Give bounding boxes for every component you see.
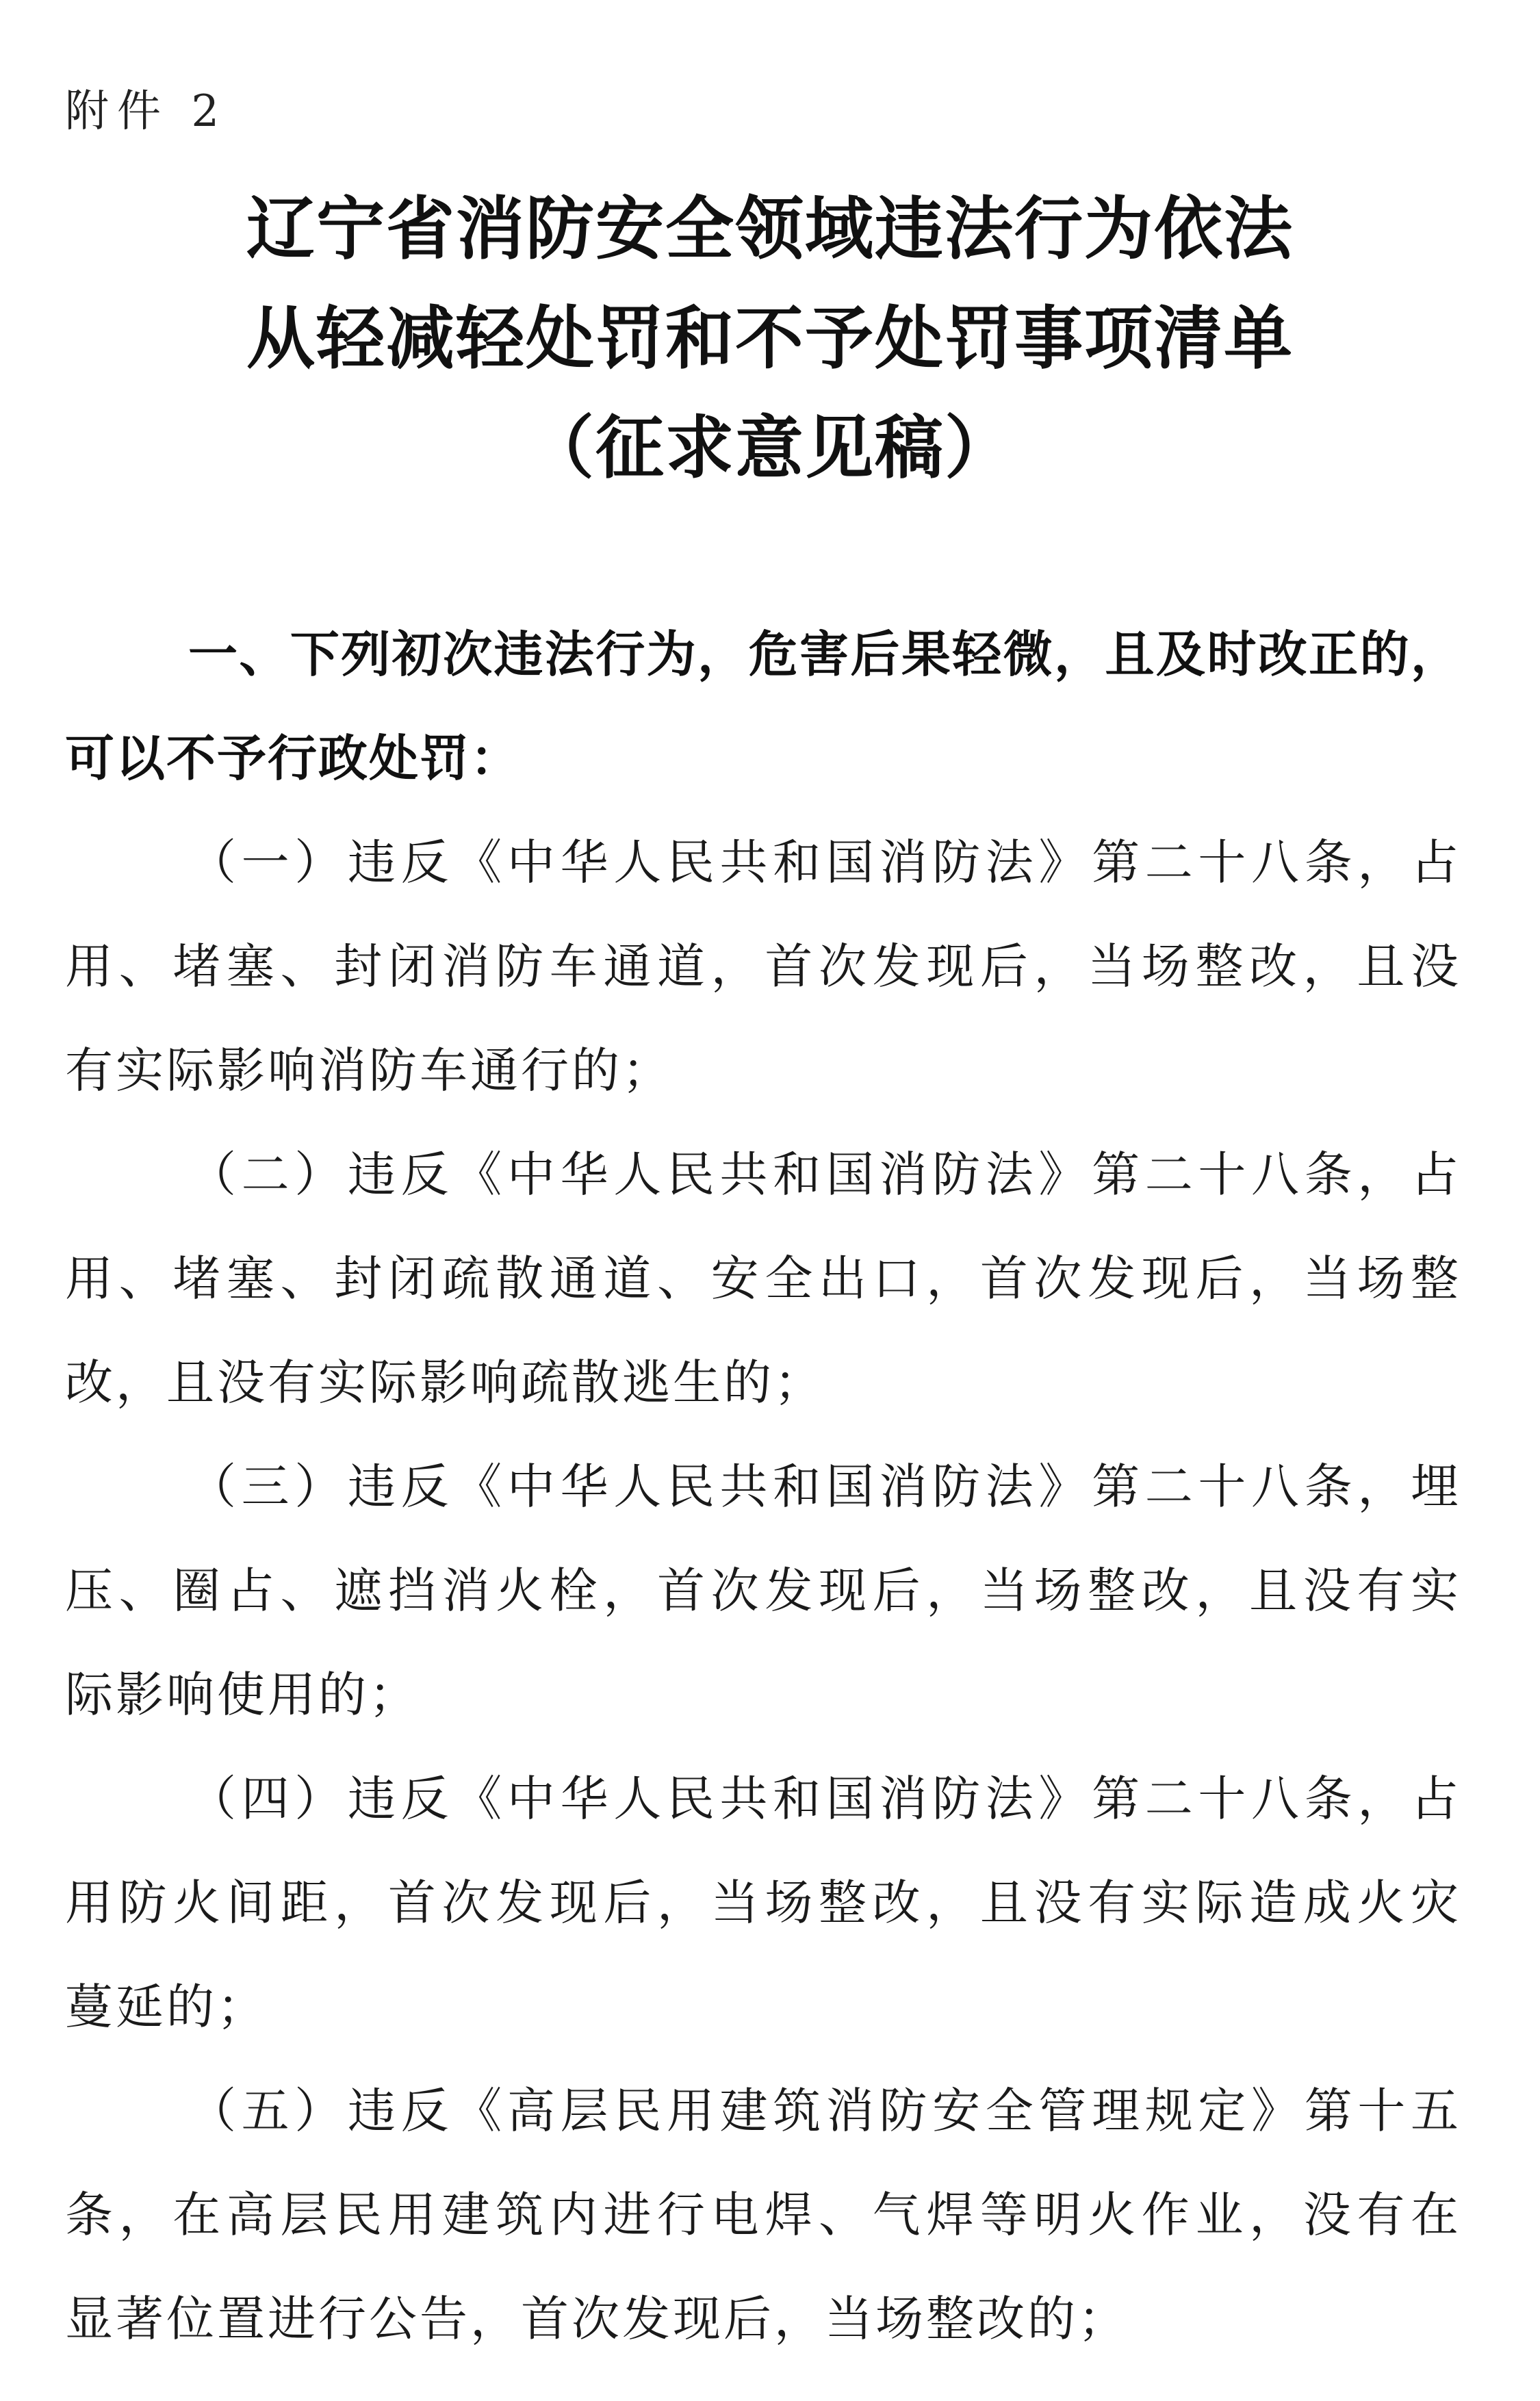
paragraph-line: 用、堵塞、封闭疏散通道、安全出口，首次发现后，当场整 <box>65 1250 1461 1307</box>
list-item-3 <box>65 1435 1461 1747</box>
paragraph-line: （二）违反《中华人民共和国消防法》第二十八条，占 <box>188 1146 1461 1203</box>
paragraph-line: 用、堵塞、封闭消防车通道，首次发现后，当场整改，且没 <box>65 938 1461 994</box>
paragraph-line: 际影响使用的； <box>65 1667 420 1723</box>
title-line-2: 从轻减轻处罚和不予处罚事项清单 <box>246 298 1294 378</box>
paragraph-line: 压、圈占、遮挡消火栓，首次发现后，当场整改，且没有实 <box>65 1563 1461 1619</box>
paragraph-line: 有实际影响消防车通行的； <box>65 1042 673 1099</box>
list-item-1 <box>65 810 1461 1122</box>
attachment-label: 附件 2 <box>65 86 228 137</box>
list-item-4 <box>65 1747 1461 2059</box>
paragraph-line: 显著位置进行公告，首次发现后，当场整改的； <box>65 2291 1129 2347</box>
paragraph-line: （一）违反《中华人民共和国消防法》第二十八条，占 <box>188 834 1461 890</box>
list-item-2 <box>65 1122 1461 1435</box>
paragraph-line: 改，且没有实际影响疏散逃生的； <box>65 1354 825 1411</box>
document-title <box>0 175 1540 503</box>
list-item-5 <box>65 2059 1461 2371</box>
section-heading-line-1: 一、下列初次违法行为，危害后果轻微，且及时改正的， <box>188 626 1461 683</box>
paragraph-line: （三）违反《中华人民共和国消防法》第二十八条，埋 <box>188 1459 1461 1515</box>
paragraph-line: 用防火间距，首次发现后，当场整改，且没有实际造成火灾 <box>65 1875 1461 1931</box>
paragraph-line: （五）违反《高层民用建筑消防安全管理规定》第十五 <box>188 2083 1461 2139</box>
section-heading-line-2: 可以不予行政处罚： <box>65 730 522 787</box>
paragraph-line: 条，在高层民用建筑内进行电焊、气焊等明火作业，没有在 <box>65 2187 1461 2243</box>
title-line-3: （征求意见稿） <box>526 408 1014 488</box>
title-line-1: 辽宁省消防安全领域违法行为依法 <box>246 189 1294 269</box>
document-body <box>65 602 1461 2371</box>
section-heading <box>65 602 1461 810</box>
paragraph-line: 蔓延的； <box>65 1979 268 2035</box>
paragraph-line: （四）违反《中华人民共和国消防法》第二十八条，占 <box>188 1771 1461 1827</box>
